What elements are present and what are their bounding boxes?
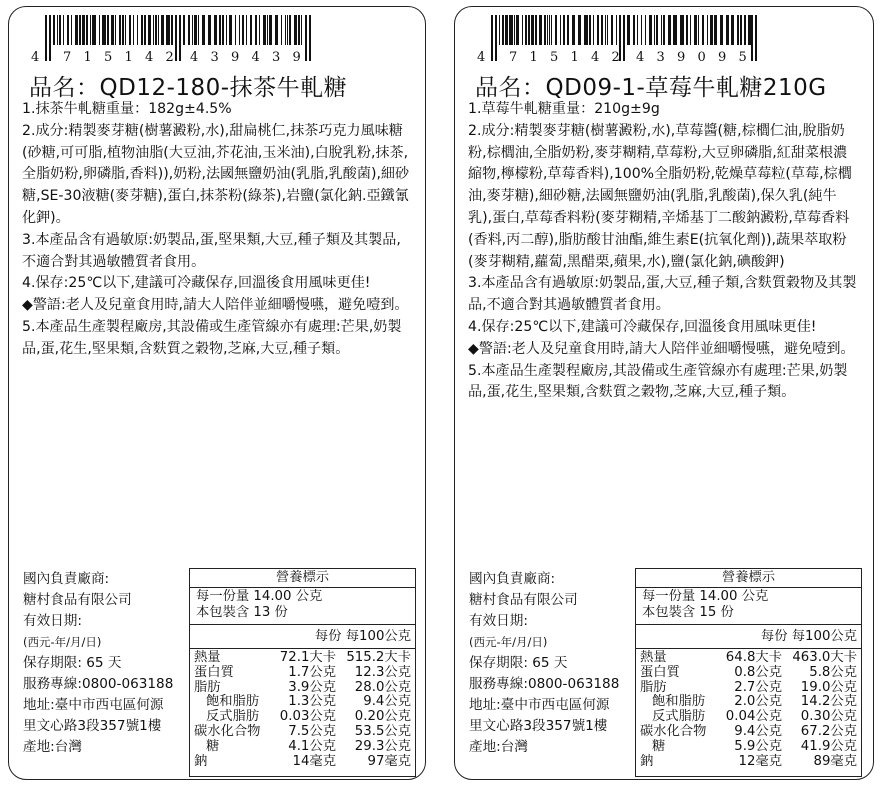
servings-per-package: 本包裝含 13 份 [196,605,288,620]
barcode-digit: 5 [104,50,113,63]
column-header: 每份 每100公克 [636,625,861,649]
barcode-digit: 1 [529,50,538,63]
per-serving: 5.9公克 [734,738,782,754]
nutrient-row [190,725,415,740]
serving-size: 每一份量 14.00 公克 [642,589,769,604]
nutrient-rows [190,651,415,769]
weight-line: 1.抹茶牛軋糖重量：182g±4.5% [22,101,232,117]
barcode-digit: 9 [292,50,301,63]
nutrient-row [190,755,415,770]
barcode-digit: 5 [550,50,559,63]
contact-line: 國內負責廠商: [23,571,110,587]
storage-line: 4.保存:25℃以下,建議可冷藏保存,回溫後食用風味更佳! [468,318,817,335]
contact-line: 有效日期: [23,613,82,629]
per-100g: 515.2大卡 [346,650,411,665]
nutrient-row [190,710,415,725]
servings-per-package: 本包裝含 15 份 [642,605,734,620]
per-serving: 2.0公克 [734,694,782,710]
per-100g: 53.5公克 [354,723,411,739]
nutrient-name: 碳水化合物 [640,723,707,739]
contact-line: 產地:台灣 [469,739,528,755]
contact-line: 服務專線:0800-063188 [23,676,174,692]
ingredients-line: 2.成分:精製麥芽糖(樹薯澱粉,水),甜扁桃仁,抹茶巧克力風味糖(砂糖,可可脂,植物油脂(大豆油,芥花油,玉米油),白脫乳粉,抹茶,全脂奶粉,卵磷脂,香料)),奶粉,法國無鹽奶油(乳脂,乳酸菌),細砂糖,SE-30液糖(麥芽糖),蛋白,抹茶粉(綠茶),岩鹽(氯化鈉.亞鐵氰化鉀)。 [22,122,410,226]
nutrient-row [190,651,415,666]
ingredient-text [468,99,860,404]
per-serving: 0.8公克 [734,664,782,680]
per-100g: 5.8公克 [809,664,857,680]
contact-line: 有效日期: [469,613,528,629]
per-100g: 14.2公克 [800,694,857,710]
manufacturer-info [23,569,195,758]
nutrient-name: 鈉 [640,753,654,769]
nutrient-name: 脂肪 [640,679,667,695]
barcode-digit: 4 [145,50,154,63]
nutrient-name: 反式脂肪 [652,709,706,725]
contact-line: 保存期限: 65 天 [469,655,568,671]
per-100g: 89毫克 [813,753,857,769]
per-100g: 9.4公克 [363,694,411,710]
allergen-line: 3.本產品含有過敏原:奶製品,蛋,堅果類,大豆,種子類及其製品,不適合對其過敏體質者食用。 [22,231,401,270]
contact-line: (西元-年/月/日) [469,635,548,649]
per-100g: 97毫克 [367,753,411,769]
per-100g: 463.0大卡 [792,650,857,665]
nutrient-row [636,755,861,770]
per-serving: 4.1公克 [288,738,336,754]
nutrition-facts-table [635,568,862,777]
nutrient-name: 糖 [206,738,220,754]
barcode-digit: 2 [611,50,620,63]
contact-line: 服務專線:0800-063188 [469,676,620,692]
serving-info [190,588,415,625]
contact-line: 國內負責廠商: [469,571,556,587]
barcode-digit: 5 [738,50,747,63]
per-100g: 67.2公克 [800,723,857,739]
nutrient-name: 飽和脂肪 [206,694,260,710]
product-title: 品名：QD12-180-抹茶牛軋糖 [29,75,348,101]
per-serving: 64.8大卡 [725,650,782,665]
barcode-digit: 9 [231,50,240,63]
ingredients-line: 2.成分:精製麥芽糖(樹薯澱粉,水),草莓醬(糖,棕櫚仁油,脫脂奶粉,棕櫚油,全脂奶粉,麥芽糊精,草莓粉,大豆卵磷脂,紅甜菜根濃縮物,檸檬粉,草莓香料),100%全脂奶粉,乾燥草莓粒(草莓,棕櫚油,麥芽糖),細砂糖,法國無鹽奶油(乳脂,乳酸菌),保久乳(純牛乳),蛋白,草莓香料粉(麥芽糊精,辛烯基丁二酸鈉澱粉,草莓香料(香料,丙二醇),脂肪酸甘油酯,維生素E(抗氧化劑)),蔬果萃取粉(麥芽糊精,蘿蔔,黑醋栗,蘋果,水),鹽(氯化鈉,碘酸鉀) [468,122,852,270]
nutrient-name: 脂肪 [194,679,221,695]
nutrient-row [636,725,861,740]
barcode-digit: 9 [677,50,686,63]
per-serving: 14毫克 [292,753,336,769]
nutrient-name: 熱量 [640,650,667,665]
contact-line: 保存期限: 65 天 [23,655,122,671]
serving-info [636,588,861,625]
facility-line: 5.本產品生產製程廠房,其設備或生產管線亦有處理:芒果,奶製品,蛋,花生,堅果類,含麩質之穀物,芝麻,大豆,種子類。 [22,318,402,357]
nutrient-rows [636,651,861,769]
per-serving: 1.3公克 [288,694,336,710]
barcode-digit: 1 [570,50,579,63]
nutrient-row [636,740,861,755]
nutrient-name: 蛋白質 [194,664,234,680]
barcode-digit: 4 [31,50,40,63]
nutrition-heading: 營養標示 [636,569,861,588]
per-serving: 7.5公克 [288,723,336,739]
nutrient-name: 飽和脂肪 [652,694,706,710]
contact-line: 里文心路3段357號1樓 [23,718,162,734]
nutrient-name: 熱量 [194,650,221,665]
per-serving: 72.1大卡 [279,650,336,665]
nutrient-name: 反式脂肪 [206,709,260,725]
warning-line: ◆警語:老人及兒童食用時,請大人陪伴並細嚼慢嚥，避免噎到。 [468,340,855,357]
per-100g: 0.30公克 [800,709,857,725]
barcode-digit: 1 [83,50,92,63]
allergen-line: 3.本產品含有過敏原:奶製品,蛋,大豆,種子類,含麩質穀物及其製品,不適合對其過敏體質者食用。 [468,275,857,314]
nutrient-name: 碳水化合物 [194,723,261,739]
barcode-digit: 2 [165,50,174,63]
barcode-digit: 3 [210,50,219,63]
nutrient-row [190,666,415,681]
barcode-digit: 7 [63,50,72,63]
per-100g: 12.3公克 [354,664,411,680]
contact-line: 地址:臺中市西屯區何源 [23,697,164,713]
manufacturer-info [469,569,641,758]
per-serving: 0.04公克 [725,709,782,725]
weight-line: 1.草莓牛軋糖重量：210g±9g [468,101,660,117]
nutrient-row [190,740,415,755]
nutrient-name: 蛋白質 [640,664,680,680]
ingredient-text [22,99,414,361]
nutrition-heading: 營養標示 [190,569,415,588]
barcode-digit: 3 [272,50,281,63]
per-serving: 9.4公克 [734,723,782,739]
contact-line: 糖村食品有限公司 [23,592,132,608]
contact-line: (西元-年/月/日) [23,635,102,649]
storage-line: 4.保存:25℃以下,建議可冷藏保存,回溫後食用風味更佳! [22,275,371,292]
barcode-digit: 1 [124,50,133,63]
warning-line: ◆警語:老人及兒童食用時,請大人陪伴並細嚼慢嚥，避免噎到。 [22,297,409,314]
facility-line: 5.本產品生產製程廠房,其設備或生產管線亦有處理:芒果,奶製品,蛋,花生,堅果類,含麩質之穀物,芝麻,大豆,種子類。 [468,362,848,401]
barcode-digit: 4 [477,50,486,63]
contact-line: 里文心路3段357號1樓 [469,718,608,734]
per-100g: 29.3公克 [354,738,411,754]
per-serving: 1.7公克 [288,664,336,680]
barcode-digit: 3 [656,50,665,63]
nutrient-row [636,695,861,710]
per-serving: 3.9公克 [288,679,336,695]
nutrient-name: 鈉 [194,753,208,769]
nutrient-row [636,666,861,681]
per-100g: 19.0公克 [800,679,857,695]
contact-line: 地址:臺中市西屯區何源 [469,697,610,713]
product-label-right [454,6,874,780]
contact-line: 產地:台灣 [23,739,82,755]
serving-size: 每一份量 14.00 公克 [196,589,323,604]
nutrient-row [190,695,415,710]
barcode-digit: 4 [251,50,260,63]
barcode-digit: 9 [718,50,727,63]
per-serving: 12毫克 [738,753,782,769]
nutrient-row [636,710,861,725]
product-title: 品名：QD09-1-草莓牛軋糖210G [475,75,827,101]
barcode-digit: 0 [697,50,706,63]
per-serving: 2.7公克 [734,679,782,695]
nutrient-name: 糖 [652,738,666,754]
per-100g: 41.9公克 [800,738,857,754]
nutrition-facts-table [189,568,416,777]
barcode-digit: 4 [591,50,600,63]
contact-line: 糖村食品有限公司 [469,592,578,608]
barcode-digit: 7 [509,50,518,63]
per-100g: 0.20公克 [354,709,411,725]
nutrient-row [636,651,861,666]
barcode-left [23,11,323,63]
per-serving: 0.03公克 [279,709,336,725]
product-label-left [8,6,426,780]
barcode-digit: 4 [190,50,199,63]
column-header: 每份 每100公克 [190,625,415,649]
barcode-digit: 4 [636,50,645,63]
barcode-right [469,11,769,63]
per-100g: 28.0公克 [354,679,411,695]
